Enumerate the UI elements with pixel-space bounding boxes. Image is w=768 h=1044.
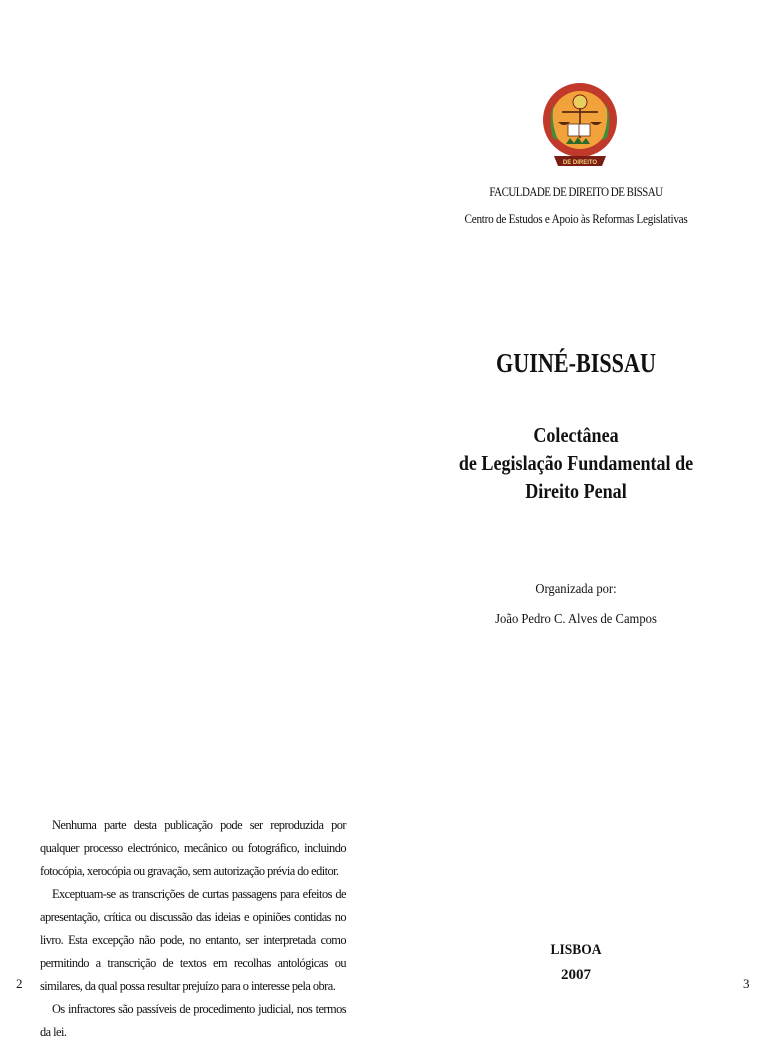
book-title-line: Colectânea xyxy=(533,423,619,447)
book-title-line: Direito Penal xyxy=(525,479,627,503)
copyright-paragraph: Exceptuam-se as transcrições de curtas passagens para efeitos de apresentação, crítica ou discussão das ideias e opiniões contidas no livro. Esta excepção não pode, no entanto, ser interpretada como permitindo a transcrição de textos em recolhas antológicas ou similares, da qual possa resultar prejuízo para o interesse pela obra. xyxy=(40,887,346,993)
book-title xyxy=(411,421,741,505)
organizer-name: João Pedro C. Alves de Campos xyxy=(495,612,657,627)
institution-subtitle: Centro de Estudos e Apoio às Reformas Legislativas xyxy=(464,212,688,226)
right-page xyxy=(384,0,768,1024)
institution-name: FACULDADE DE DIREITO DE BISSAU xyxy=(489,185,663,199)
country-title: GUINÉ-BISSAU xyxy=(496,348,656,378)
book-title-line: de Legislação Fundamental de xyxy=(458,451,694,475)
organizer-label: Organizada por: xyxy=(535,582,617,597)
copyright-paragraph: Os infractores são passíveis de procedimento judicial, nos termos da lei. xyxy=(40,1002,346,1039)
left-page xyxy=(0,0,384,1039)
page-number-left: 2 xyxy=(16,976,23,991)
copyright-notice xyxy=(40,814,346,1044)
seal-banner-text: DE DIREITO xyxy=(562,160,598,166)
seal-sun xyxy=(573,95,587,109)
page-number-right: 3 xyxy=(743,976,750,991)
copyright-paragraph: Nenhuma parte desta publicação pode ser reproduzida por qualquer processo electrónico, mecânico ou fotográfico, incluindo fotocópia, xerocópia ou gravação, sem autorização prévia do editor. xyxy=(40,818,346,878)
publication-year: 2007 xyxy=(561,967,591,983)
faculty-seal-icon xyxy=(540,80,620,176)
publication-place: LISBOA xyxy=(550,942,602,958)
